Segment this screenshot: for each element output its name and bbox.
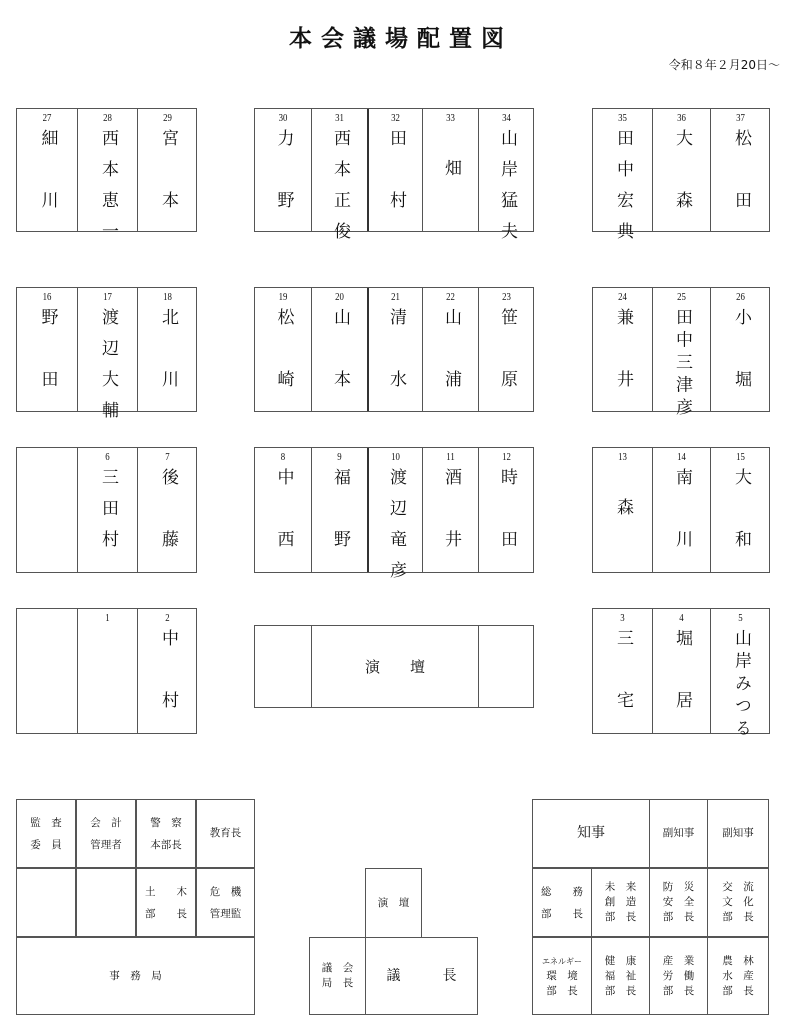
cell-label: 福 祉 xyxy=(604,969,637,982)
main-rostrum xyxy=(254,625,534,708)
member-name: 三田村 xyxy=(98,468,118,561)
seat-number: 34 xyxy=(502,112,511,124)
cell-label: 防 災 xyxy=(662,881,695,893)
member-name: 三宅 xyxy=(613,629,633,753)
member-name: 堀居 xyxy=(672,629,692,753)
seat-number: 6 xyxy=(105,451,110,463)
seat-1 xyxy=(77,609,137,733)
seat-block-right xyxy=(592,447,770,592)
seat-number: 28 xyxy=(103,112,112,124)
cell-label: 部 長 xyxy=(541,907,583,920)
seat-block-right xyxy=(592,608,770,753)
seat-28 xyxy=(77,109,137,253)
cell-label: 創 造 xyxy=(604,896,637,908)
agriculture-seat xyxy=(707,937,769,1015)
seat-block-right xyxy=(592,287,770,432)
seat-9 xyxy=(311,448,367,592)
seat-block-right xyxy=(592,108,770,253)
cell-label: 演 壇 xyxy=(377,896,410,909)
seat-number: 36 xyxy=(677,112,686,124)
member-name: 中村 xyxy=(158,629,178,753)
member-name: 細川 xyxy=(37,129,58,253)
rostrum-side-left xyxy=(255,626,311,707)
seat-19 xyxy=(255,288,311,432)
member-name: 北川 xyxy=(158,308,178,432)
cell-label: 委 員 xyxy=(30,838,62,851)
seat-32 xyxy=(367,109,422,253)
speaker-seat xyxy=(365,937,478,1015)
seat-13 xyxy=(593,448,652,572)
seat-16 xyxy=(17,288,77,432)
cell-label: 教育長 xyxy=(209,827,242,839)
cell-label: 交 流 xyxy=(722,881,754,893)
cell-label: 会 計 xyxy=(90,816,122,829)
cell-label: エネルギー xyxy=(542,956,582,966)
seat-number: 2 xyxy=(165,612,170,624)
member-name: 山浦 xyxy=(441,308,461,432)
member-name: 田中宏典 xyxy=(613,129,633,253)
cell-label: 局 長 xyxy=(321,977,354,989)
seat-number: 23 xyxy=(502,291,511,303)
seat-block-left xyxy=(16,608,197,753)
seat-number: 20 xyxy=(335,291,344,303)
cell-label: 環 境 xyxy=(546,969,578,982)
seat-empty xyxy=(17,609,77,733)
seat-block-middle xyxy=(254,447,534,592)
civil-engineering-seat xyxy=(136,868,196,937)
seat-15 xyxy=(710,448,770,592)
cell-label: 水 産 xyxy=(722,969,754,982)
member-name: 小堀 xyxy=(731,308,751,432)
health-welfare-seat xyxy=(591,937,650,1015)
seat-number: 5 xyxy=(738,612,743,624)
member-name: 兼井 xyxy=(613,308,633,432)
cell-label: 部 長 xyxy=(604,911,637,923)
member-name: 山岸猛夫 xyxy=(497,129,517,253)
seat-number: 30 xyxy=(278,112,288,124)
police-chief-seat xyxy=(136,799,196,868)
culture-exchange-seat xyxy=(707,868,769,937)
seat-17 xyxy=(77,288,137,432)
seat-number: 14 xyxy=(677,451,686,463)
empty-seat xyxy=(16,868,76,937)
seat-block-middle xyxy=(254,287,534,432)
seat-23 xyxy=(478,288,534,432)
seat-number: 11 xyxy=(446,451,455,463)
seat-number: 18 xyxy=(163,291,172,303)
seat-11 xyxy=(422,448,478,592)
seat-number: 9 xyxy=(337,451,342,463)
seat-number: 37 xyxy=(736,112,745,124)
cell-label: 知事 xyxy=(577,825,605,841)
cell-label: 文 化 xyxy=(722,896,754,908)
member-name: 西本正俊 xyxy=(330,129,350,253)
seat-37 xyxy=(710,109,770,253)
rostrum-center xyxy=(311,626,478,707)
cell-label: 部 長 xyxy=(722,984,754,997)
seat-number: 19 xyxy=(278,291,288,303)
member-name: 田中三津彦 xyxy=(672,308,692,421)
accountant-seat xyxy=(76,799,136,868)
seat-7 xyxy=(137,448,197,592)
secretariat-seat xyxy=(16,937,255,1015)
cell-label: 農 林 xyxy=(722,954,754,967)
member-name: 田村 xyxy=(386,129,406,253)
cell-label: 管理者 xyxy=(90,838,122,851)
cell-label: 部 長 xyxy=(662,984,695,997)
rostrum-label: 演 壇 xyxy=(364,658,425,676)
member-name: 力野 xyxy=(273,129,294,253)
seat-18 xyxy=(137,288,197,432)
cell-label: 本部長 xyxy=(150,838,182,851)
seat-21 xyxy=(367,288,422,432)
cell-label: 部 長 xyxy=(722,911,754,923)
seat-number: 12 xyxy=(502,451,511,463)
member-name: 時田 xyxy=(497,468,517,592)
member-name: 畑 xyxy=(441,159,461,176)
member-name: 西本恵一 xyxy=(98,129,118,253)
vice-governor-seat xyxy=(649,799,708,868)
seat-20 xyxy=(311,288,367,432)
seat-29 xyxy=(137,109,197,253)
disaster-safety-seat xyxy=(649,868,708,937)
seat-10 xyxy=(367,448,422,592)
seat-number: 31 xyxy=(335,112,344,124)
page-title: 本会議場配置図 xyxy=(289,26,513,52)
seat-number: 16 xyxy=(42,291,52,303)
seat-number: 29 xyxy=(163,112,172,124)
seat-number: 4 xyxy=(679,612,684,624)
seat-number: 35 xyxy=(618,112,627,124)
member-name: 山岸みつる xyxy=(731,629,751,742)
cell-label: 総 務 xyxy=(541,885,583,898)
seat-number: 8 xyxy=(280,451,286,463)
seat-number: 27 xyxy=(42,112,52,124)
seat-31 xyxy=(311,109,367,253)
seat-35 xyxy=(593,109,652,253)
effective-date: 令和８年２月20日～ xyxy=(668,58,780,72)
rostrum-small xyxy=(365,868,422,938)
seat-14 xyxy=(652,448,710,592)
member-name: 宮本 xyxy=(158,129,178,253)
member-name: 清水 xyxy=(386,308,406,432)
cell-label: 議 長 xyxy=(386,967,457,984)
member-name: 福野 xyxy=(330,468,350,592)
cell-label: 警 察 xyxy=(150,816,182,829)
cell-label: 部 長 xyxy=(662,911,695,923)
member-name: 南川 xyxy=(672,468,692,592)
rostrum-side-right xyxy=(478,626,534,707)
member-name: 渡辺竜彦 xyxy=(386,468,406,592)
seat-number: 25 xyxy=(677,291,686,303)
seat-4 xyxy=(652,609,710,753)
seat-empty xyxy=(17,448,77,572)
seat-8 xyxy=(255,448,311,592)
energy-environment-seat xyxy=(532,937,592,1015)
member-name: 笹原 xyxy=(497,308,517,432)
seat-block-left xyxy=(16,287,197,432)
seat-30 xyxy=(255,109,311,253)
education-superintendent-seat xyxy=(196,799,255,868)
seat-22 xyxy=(422,288,478,432)
empty-seat xyxy=(76,868,136,937)
cell-label: 危 機 xyxy=(209,885,242,898)
seat-36 xyxy=(652,109,710,253)
auditor-seat xyxy=(16,799,76,868)
vice-governor-seat xyxy=(707,799,769,868)
cell-label: 部 長 xyxy=(145,907,187,920)
seat-block-middle xyxy=(254,108,534,253)
member-name: 大和 xyxy=(731,468,751,592)
crisis-management-seat xyxy=(196,868,255,937)
seat-block-left xyxy=(16,447,197,592)
member-name: 後藤 xyxy=(158,468,178,592)
seat-number: 15 xyxy=(736,451,745,463)
seat-25 xyxy=(652,288,710,421)
seat-27 xyxy=(17,109,77,253)
bureau-chief-seat xyxy=(309,937,366,1015)
cell-label: 土 木 xyxy=(145,885,187,898)
seat-number: 22 xyxy=(446,291,455,303)
cell-label: 部 長 xyxy=(604,984,637,997)
seat-number: 24 xyxy=(618,291,627,303)
seat-2 xyxy=(137,609,197,753)
member-name: 酒井 xyxy=(441,468,461,592)
seat-6 xyxy=(77,448,137,572)
seat-number: 33 xyxy=(446,112,455,124)
seat-number: 21 xyxy=(391,291,400,303)
cell-label: 産 業 xyxy=(662,954,695,967)
general-affairs-seat xyxy=(532,868,592,937)
seat-block-left xyxy=(16,108,197,253)
seat-number: 32 xyxy=(391,112,400,124)
cell-label: 安 全 xyxy=(662,896,695,908)
member-name: 松田 xyxy=(731,129,751,253)
industry-labor-seat xyxy=(649,937,708,1015)
member-name: 渡辺大輔 xyxy=(98,308,118,432)
member-name: 森 xyxy=(613,498,633,515)
cell-label: 事 務 局 xyxy=(109,969,162,982)
cell-label: 労 働 xyxy=(662,969,695,982)
seat-number: 17 xyxy=(103,291,112,303)
cell-label: 部 長 xyxy=(546,984,578,997)
cell-label: 監 査 xyxy=(30,816,62,829)
seat-26 xyxy=(710,288,770,432)
cell-label: 副知事 xyxy=(722,827,754,839)
cell-label: 健 康 xyxy=(604,954,637,967)
member-name: 大森 xyxy=(672,129,692,253)
seat-number: 7 xyxy=(165,451,170,463)
seat-3 xyxy=(593,609,652,753)
future-creation-seat xyxy=(591,868,650,937)
member-name: 野田 xyxy=(37,308,58,432)
seat-number: 3 xyxy=(620,612,625,624)
cell-label: 未 来 xyxy=(604,881,637,893)
seat-33 xyxy=(422,109,478,231)
seat-number: 10 xyxy=(391,451,400,463)
member-name: 中西 xyxy=(273,468,294,592)
seat-number: 1 xyxy=(105,612,110,624)
member-name: 山本 xyxy=(330,308,350,432)
cell-label: 議 会 xyxy=(321,962,354,974)
seat-number: 13 xyxy=(618,451,627,463)
member-name: 松崎 xyxy=(273,308,294,432)
cell-label: 管理監 xyxy=(209,907,242,920)
seat-34 xyxy=(478,109,534,253)
seat-5 xyxy=(710,609,770,742)
cell-label: 副知事 xyxy=(662,827,695,839)
seat-12 xyxy=(478,448,534,592)
seat-number: 26 xyxy=(736,291,745,303)
seat-24 xyxy=(593,288,652,432)
governor-seat xyxy=(532,799,650,868)
